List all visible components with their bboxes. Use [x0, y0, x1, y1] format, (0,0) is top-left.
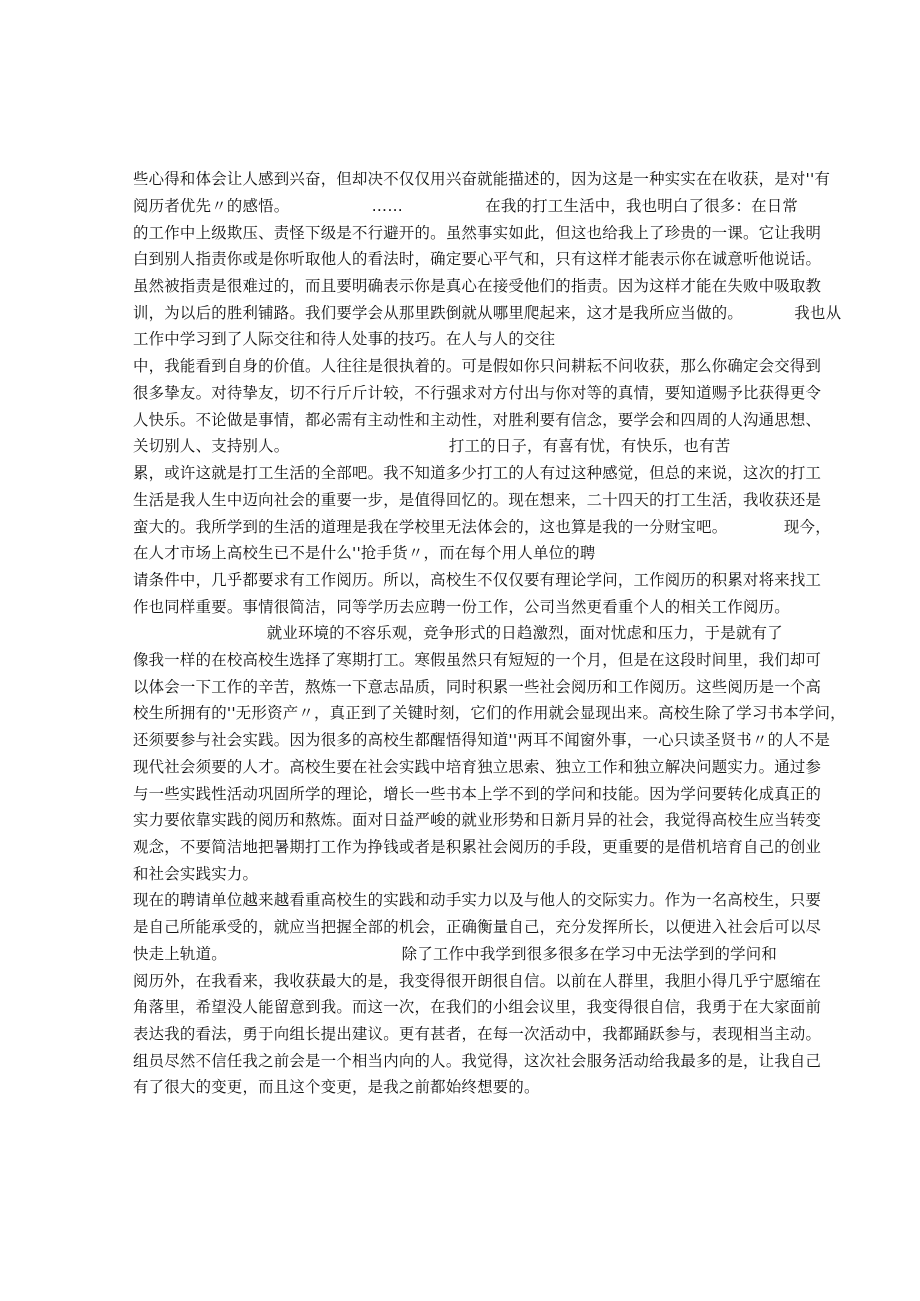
- text-line: 还须要参与社会实践。因为很多的高校生都醒悟得知道''两耳不闻窗外事，一心只读圣贤书〃的人不是: [133, 731, 831, 749]
- text-line: 累，或许这就是打工生活的全部吧。我不知道多少打工的人有过这种感觉，但总的来说，这次的打工: [133, 464, 822, 482]
- text-line: 以体会一下工作的辛苦，熬炼一下意志品质，同时积累一些社会阅历和工作阅历。这些阅历是一个高: [133, 678, 822, 696]
- text-line: 些心得和体会让人感到兴奋，但却决不仅仅用兴奋就能描述的，因为这是一种实实在在收获，是对''有: [133, 170, 831, 188]
- text-line: 现在的聘请单位越来越看重高校生的实践和动手实力以及与他人的交际实力。作为一名高校生，只要: [133, 891, 822, 909]
- text-line: 就业环境的不容乐观，竞争形式的日趋激烈，面对忧虑和压力，于是就有了: [133, 624, 783, 642]
- text-line: 生活是我人生中迈向社会的重要一步，是值得回忆的。现在想来，二十四天的打工生活，我收获还是: [133, 491, 822, 509]
- text-line: 快走上轨道。 除了工作中我学到很多很多在学习中无法学到的学问和: [133, 945, 778, 963]
- text-line: 校生所拥有的''无形资产〃，真正到了关键时刻，它们的作用就会显现出来。高校生除了学习书本学问，: [133, 704, 846, 722]
- text-line: 虽然被指责是很难过的，而且要明确表示你是真心在接受他们的指责。因为这样才能在失败中吸取教: [133, 277, 822, 295]
- text-line: 表达我的看法，勇于向组长提出建议。更有甚者，在每一次活动中，我都踊跃参与，表现相当主动。: [133, 1025, 822, 1043]
- text-line: 中，我能看到自身的价值。人往往是很执着的。可是假如你只问耕耘不问收获，那么你确定会交得到: [133, 357, 822, 375]
- text-line: 关切别人、支持别人。 打工的日子，有喜有忧，有快乐，也有苦: [133, 437, 731, 455]
- text-line: 组员尽然不信任我之前会是一个相当内向的人。我觉得，这次社会服务活动给我最多的是，让我自己: [133, 1052, 822, 1070]
- text-line: 阅历者优先〃的感悟。 …… 在我的打工生活中，我也明白了很多：在日常: [133, 197, 799, 215]
- text-line: 训，为以后的胜利铺路。我们要学会从那里跌倒就从哪里爬起来，这才是我所应当做的。 我也从: [133, 304, 842, 322]
- text-line: 很多挚友。对待挚友，切不行斤斤计较，不行强求对方付出与你对等的真情，要知道赐予比获得更令: [133, 384, 822, 402]
- text-line: 蛮大的。我所学到的生活的道理是我在学校里无法体会的，这也算是我的一分财宝吧。 现今，: [133, 518, 831, 536]
- text-line: 实力要依靠实践的阅历和熬炼。面对日益严峻的就业形势和日新月异的社会，我觉得高校生应当转变: [133, 811, 822, 829]
- text-line: 请条件中，几乎都要求有工作阅历。所以，高校生不仅仅要有理论学问，工作阅历的积累对将来找工: [133, 571, 822, 589]
- text-line: 的工作中上级欺压、责怪下级是不行避开的。虽然事实如此，但这也给我上了珍贵的一课。它让我明: [133, 224, 822, 242]
- text-line: 和社会实践实力。: [133, 865, 259, 883]
- text-line: 白到别人指责你或是你听取他人的看法时，确定要心平气和，只有这样才能表示你在诚意听他说话。: [133, 250, 822, 268]
- text-line: 像我一样的在校高校生选择了寒期打工。寒假虽然只有短短的一个月，但是在这段时间里，我们却可: [133, 651, 822, 669]
- text-line: 是自己所能承受的，就应当把握全部的机会，正确衡量自己，充分发挥所长，以便进入社会后可以尽: [133, 918, 822, 936]
- text-line: 有了很大的变更，而且这个变更，是我之前都始终想要的。: [133, 1078, 540, 1096]
- text-line: 观念，不要简洁地把暑期打工作为挣钱或者是积累社会阅历的手段，更重要的是借机培育自己的创业: [133, 838, 822, 856]
- text-line: 阅历外，在我看来，我收获最大的是，我变得很开朗很自信。以前在人群里，我胆小得几乎宁愿缩在: [133, 972, 822, 990]
- text-line: 角落里，希望没人能留意到我。而这一次，在我们的小组会议里，我变得很自信，我勇于在大家面前: [133, 998, 822, 1016]
- text-line: 在人才市场上高校生已不是什么''抢手货〃，而在每个用人单位的聘: [133, 544, 596, 562]
- text-line: 工作中学习到了人际交往和待人处事的技巧。在人与人的交往: [133, 330, 556, 348]
- text-line: 人快乐。不论做是事情，都必需有主动性和主动性，对胜利要有信念，要学会和四周的人沟通思想、: [133, 411, 822, 429]
- text-line: 与一些实践性活动巩固所学的理论，增长一些书本上学不到的学问和技能。因为学问要转化成真正的: [133, 785, 822, 803]
- text-line: 现代社会须要的人才。高校生要在社会实践中培育独立思索、独立工作和独立解决问题实力。通过参: [133, 758, 822, 776]
- text-line: 作也同样重要。事情很简洁，同等学历去应聘一份工作，公司当然更看重个人的相关工作阅历。: [133, 598, 790, 616]
